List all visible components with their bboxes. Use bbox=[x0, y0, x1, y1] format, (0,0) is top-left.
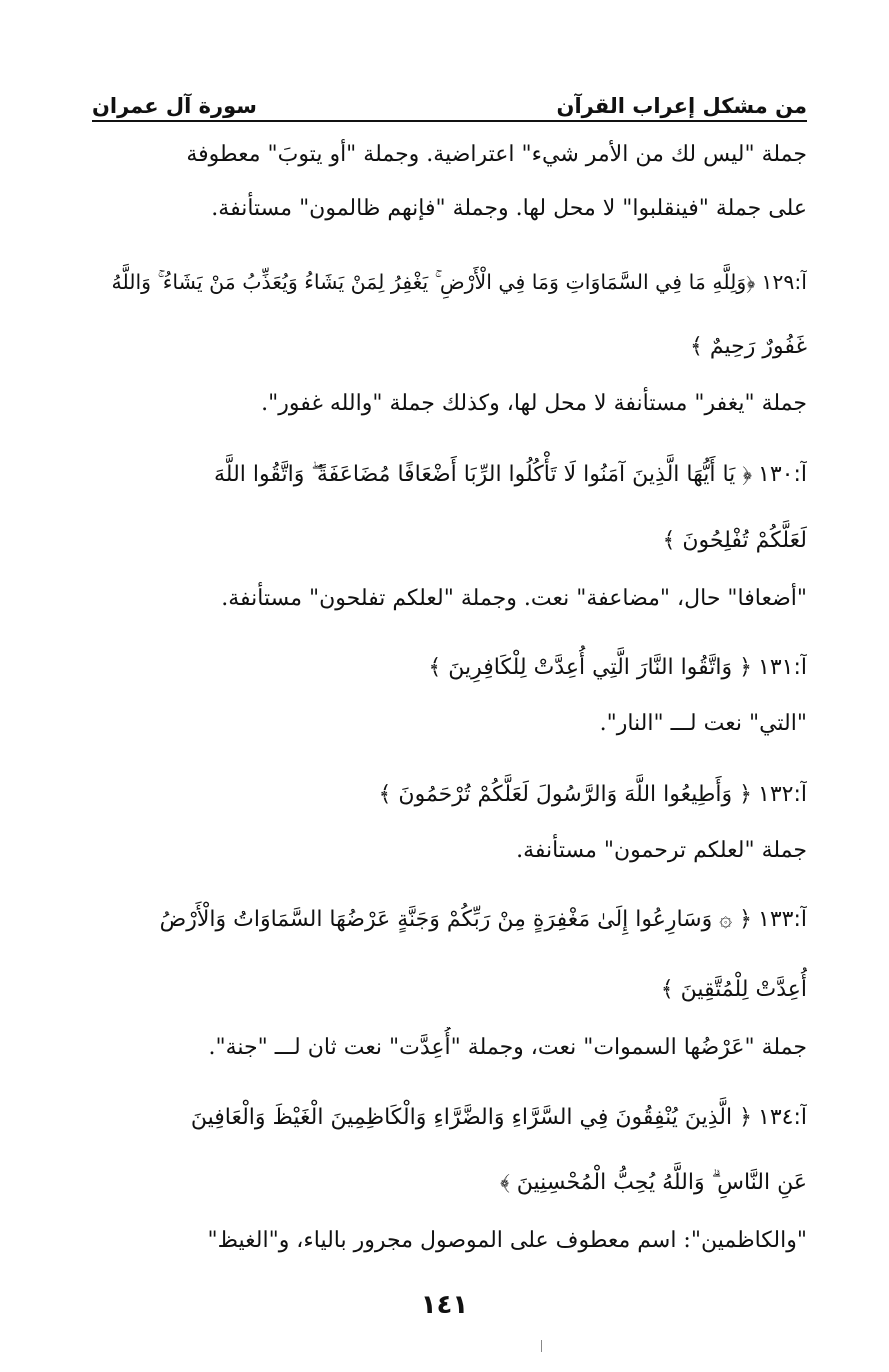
verse-text: لَعَلَّكُمْ تُفْلِحُونَ ﴾ bbox=[662, 528, 807, 553]
verse-number: آ:١٣٠ bbox=[758, 462, 807, 487]
verse-text: ﴿ وَأَطِيعُوا اللَّهَ وَالرَّسُولَ لَعَلَّكُمْ تُرْحَمُونَ ﴾ bbox=[378, 782, 753, 807]
commentary-line bbox=[96, 134, 807, 176]
commentary-line bbox=[96, 1027, 807, 1069]
verse-text: عَنِ النَّاسِ ۗ وَاللَّهُ يُحِبُّ الْمُحْسِنِينَ ﴾ bbox=[500, 1170, 807, 1195]
commentary-text: "التي" نعت لـــ "النار". bbox=[599, 711, 807, 736]
commentary-text: "أضعافا" حال، "مضاعفة" نعت. وجملة "لعلكم تفلحون" مستأنفة. bbox=[221, 586, 807, 611]
commentary-line bbox=[96, 578, 807, 620]
verse-line bbox=[500, 1158, 807, 1208]
book-title: من مشكل إعراب القرآن bbox=[556, 94, 807, 118]
commentary-text: جملة "يغفر" مستأنفة لا محل لها، وكذلك جملة "والله غفور". bbox=[261, 391, 807, 416]
verse-line bbox=[379, 770, 807, 820]
verse-text: ﴿ يَا أَيُّهَا الَّذِينَ آمَنُوا لَا تَأْكُلُوا الرِّبَا أَضْعَافًا مُضَاعَفَةً ۖ وَاتَّقُوا اللَّهَ bbox=[214, 462, 753, 487]
header-rule bbox=[92, 120, 807, 122]
commentary-text: على جملة "فينقلبوا" لا محل لها. وجملة "فإنهم ظالمون" مستأنفة. bbox=[211, 196, 807, 221]
verse-text: ﴿ ۞ وَسَارِعُوا إِلَىٰ مَغْفِرَةٍ مِنْ رَبِّكُمْ وَجَنَّةٍ عَرْضُهَا السَّمَاوَاتُ وَالْأَرْضُ bbox=[159, 907, 753, 932]
verse-line bbox=[96, 892, 807, 948]
scan-mark bbox=[541, 1340, 542, 1352]
verse-line bbox=[661, 965, 807, 1015]
verse-line bbox=[96, 1090, 807, 1146]
verse-number: آ:١٣٤ bbox=[758, 1105, 807, 1130]
verse-line bbox=[662, 516, 807, 566]
verse-line bbox=[96, 254, 807, 310]
page-number: ١٤١ bbox=[420, 1290, 469, 1320]
commentary-line bbox=[96, 1220, 807, 1262]
commentary-text: جملة "لعلكم ترحمون" مستأنفة. bbox=[516, 838, 807, 863]
verse-line bbox=[96, 447, 807, 503]
commentary-text: جملة "عَرْضُها السموات" نعت، وجملة "أُعِدَّت" نعت ثان لـــ "جنة". bbox=[208, 1035, 807, 1060]
commentary-line bbox=[600, 703, 807, 745]
verse-line bbox=[428, 643, 807, 693]
commentary-text: جملة "ليس لك من الأمر شيء" اعتراضية. وجملة "أو يتوبَ" معطوفة bbox=[186, 142, 807, 167]
running-header bbox=[92, 82, 807, 118]
surah-title: سورة آل عمران bbox=[92, 94, 257, 118]
verse-text: غَفُورٌ رَحِيمٌ ﴾ bbox=[689, 334, 807, 359]
verse-text: ﴿وَلِلَّهِ مَا فِي السَّمَاوَاتِ وَمَا فِي الْأَرْضِ ۚ يَغْفِرُ لِمَنْ يَشَاءُ وَيُعَذِّبُ مَنْ يَشَاءُ ۚ وَاللَّهُ bbox=[111, 269, 756, 294]
verse-text: ﴿ الَّذِينَ يُنْفِقُونَ فِي السَّرَّاءِ وَالضَّرَّاءِ وَالْكَاظِمِينَ الْغَيْظَ وَالْعَافِينَ bbox=[190, 1105, 753, 1130]
commentary-text: "والكاظمين": اسم معطوف على الموصول مجرور بالياء، و"الغيظ" bbox=[207, 1228, 807, 1253]
verse-text: ﴿ وَاتَّقُوا النَّارَ الَّتِي أُعِدَّتْ لِلْكَافِرِينَ ﴾ bbox=[428, 655, 753, 680]
verse-number: آ:١٣١ bbox=[758, 655, 807, 680]
verse-line bbox=[690, 322, 807, 372]
verse-number: آ:١٣٢ bbox=[758, 782, 807, 807]
commentary-line bbox=[96, 188, 807, 230]
verse-number: آ:١٢٩ bbox=[761, 269, 807, 294]
verse-number: آ:١٣٣ bbox=[758, 907, 807, 932]
verse-text: أُعِدَّتْ لِلْمُتَّقِينَ ﴾ bbox=[660, 977, 807, 1002]
commentary-line bbox=[96, 383, 807, 425]
commentary-line bbox=[516, 830, 807, 872]
